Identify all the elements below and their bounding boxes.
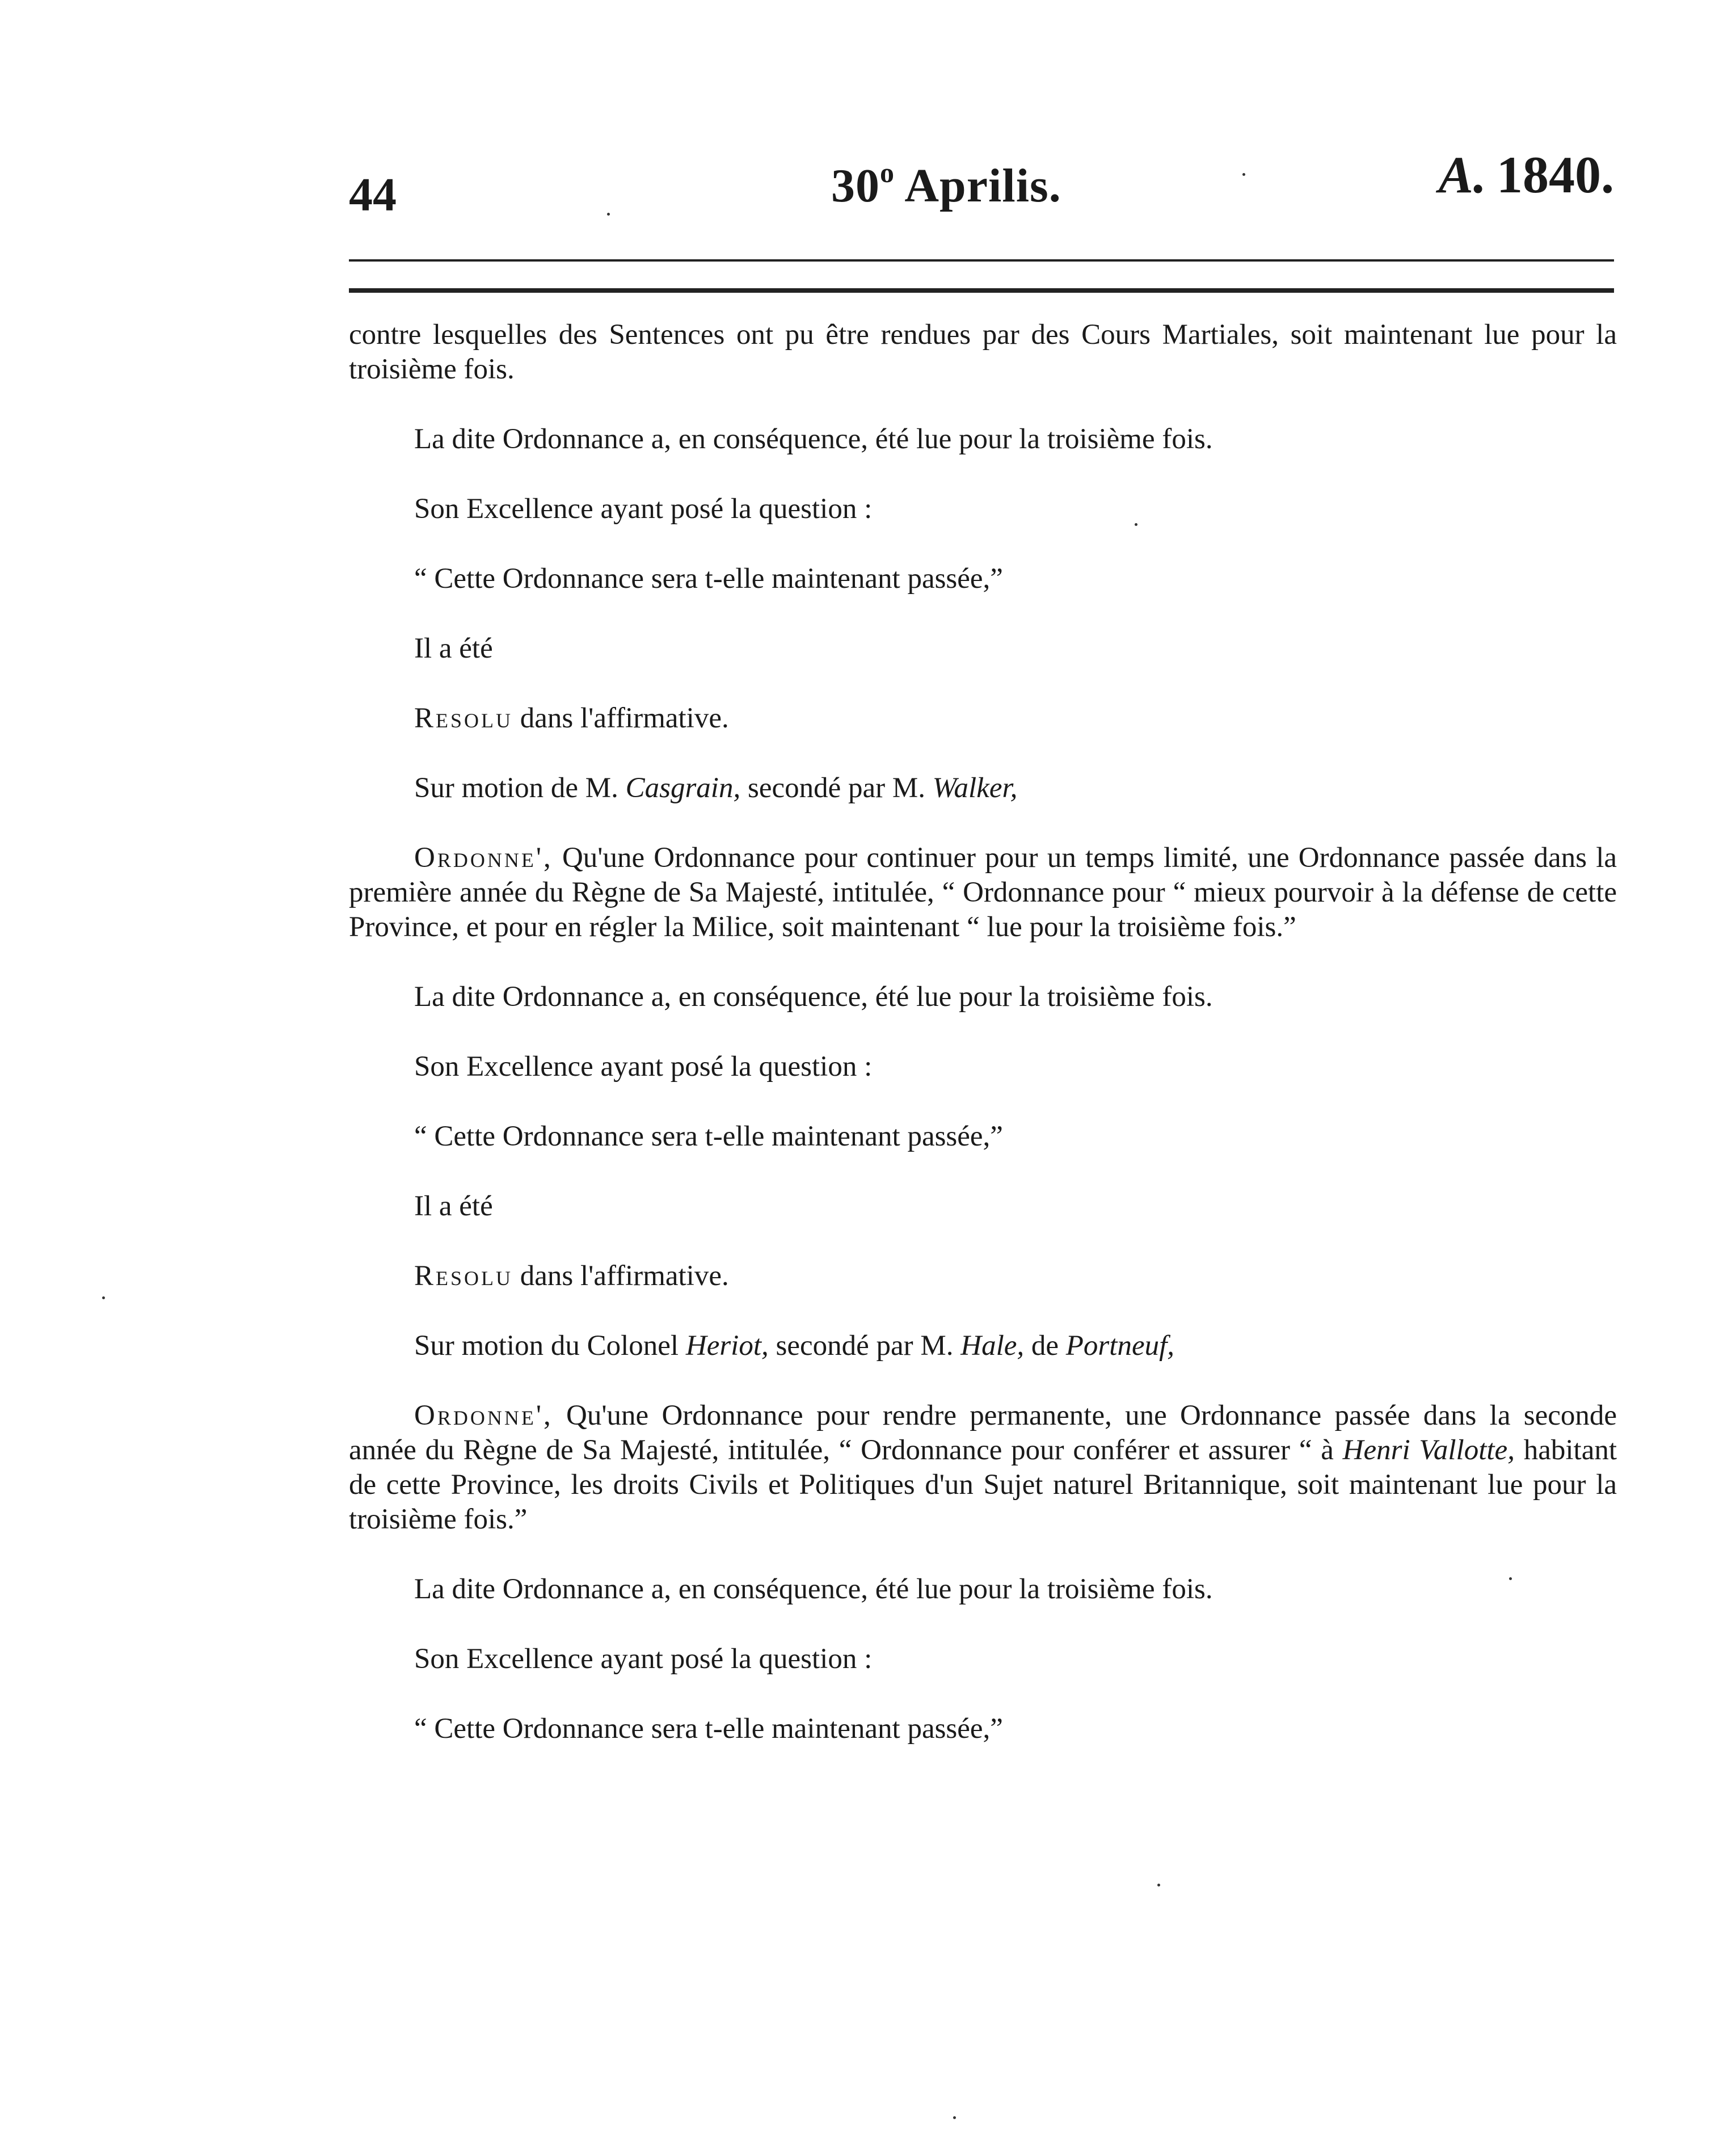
- ordonne-label: Ordonne',: [414, 1400, 553, 1431]
- scan-speck: [1135, 523, 1137, 526]
- scan-speck: [1157, 1884, 1160, 1886]
- ordonne-text: Qu'une Ordonnance pour rendre permanente, une Ordonnance passée dans la seconde année du Règne de Sa Majesté, intitulée, “ Ordonnance pour conférer et assurer “ à: [349, 1400, 1617, 1466]
- paragraph-resolu: [349, 1259, 1617, 1294]
- year-value: 1840.: [1497, 146, 1614, 204]
- place-name: Portneuf,: [1065, 1330, 1175, 1362]
- scan-speck: [953, 2116, 956, 2119]
- date-suffix: o: [880, 157, 895, 188]
- paragraph-question-posed: Son Excellence ayant posé la question :: [414, 1051, 873, 1083]
- seconder-name: Walker,: [932, 772, 1018, 804]
- paragraph-il-a-ete: Il a été: [414, 633, 493, 664]
- mover-name: Casgrain,: [625, 772, 741, 804]
- paragraph-read-third-time: La dite Ordonnance a, en conséquence, été lue pour la troisième fois.: [414, 423, 1213, 455]
- resolu-label: Resolu: [414, 1260, 513, 1292]
- page-header: [349, 145, 1614, 224]
- ordonne-label: Ordonne',: [414, 842, 553, 874]
- resolu-text: dans l'affirmative.: [513, 702, 729, 734]
- scan-speck: [1509, 1577, 1512, 1580]
- seconder-name: Hale,: [960, 1330, 1025, 1362]
- paragraph-question-text: “ Cette Ordonnance sera t-elle maintenant passée,”: [414, 1713, 1003, 1745]
- motion-text: Sur motion de M.: [414, 772, 626, 804]
- header-rule-thin: [349, 259, 1614, 262]
- motion-text: de: [1024, 1330, 1066, 1362]
- paragraph-motion: [349, 1329, 1617, 1363]
- date-month: Aprilis.: [904, 159, 1061, 212]
- mover-name: Heriot,: [685, 1330, 769, 1362]
- motion-text: secondé par M.: [740, 772, 933, 804]
- scan-speck: [1242, 173, 1245, 176]
- ordonne-text: Qu'une Ordonnance pour continuer pour un temps limité, une Ordonnance passée dans la première année du Règne de Sa Majesté, intitulée, “ Ordonnance pour “ mieux pourvoir à la défense de cette Province, et pour en régler la Milice, soit maintenant “ lue pour la troisième fois.”: [349, 842, 1617, 943]
- paragraph-ordonne: [349, 841, 1617, 945]
- paragraph-question-posed: Son Excellence ayant posé la question :: [414, 1643, 873, 1675]
- date-day: 30: [831, 159, 880, 212]
- paragraph-ordonne: [349, 1399, 1617, 1537]
- person-name: Henri Vallotte,: [1342, 1434, 1515, 1466]
- anno-abbreviation: A.: [1438, 146, 1486, 204]
- header-rule-thick: [349, 288, 1614, 293]
- paragraph-continuation: contre lesquelles des Sentences ont pu être rendues par des Cours Martiales, soit maintenant lue pour la troisième fois.: [349, 319, 1617, 385]
- resolu-label: Resolu: [414, 702, 513, 734]
- motion-text: secondé par M.: [768, 1330, 961, 1362]
- paragraph-question-posed: Son Excellence ayant posé la question :: [414, 493, 873, 525]
- motion-text: Sur motion du Colonel: [414, 1330, 686, 1362]
- ordonne-text: habitant de cette Province, les droits Civils et Politiques d'un Sujet naturel Britannique, soit maintenant lue pour la troisième fois.”: [349, 1434, 1617, 1535]
- header-date: [831, 156, 1061, 213]
- resolu-text: dans l'affirmative.: [513, 1260, 729, 1292]
- paragraph-question-text: “ Cette Ordonnance sera t-elle maintenant passée,”: [414, 563, 1003, 595]
- paragraph-il-a-ete: Il a été: [414, 1190, 493, 1222]
- paragraph-read-third-time: La dite Ordonnance a, en conséquence, été lue pour la troisième fois.: [414, 1573, 1213, 1605]
- paragraph-resolu: [349, 701, 1617, 736]
- scan-speck: [102, 1296, 105, 1299]
- page-number: 44: [349, 169, 397, 221]
- body-text: [349, 318, 1617, 1782]
- paragraph-question-text: “ Cette Ordonnance sera t-elle maintenant passée,”: [414, 1121, 1003, 1152]
- paragraph-read-third-time: La dite Ordonnance a, en conséquence, été lue pour la troisième fois.: [414, 981, 1213, 1013]
- header-year: [1439, 145, 1614, 205]
- scan-speck: [607, 213, 610, 216]
- paragraph-motion: [349, 771, 1617, 806]
